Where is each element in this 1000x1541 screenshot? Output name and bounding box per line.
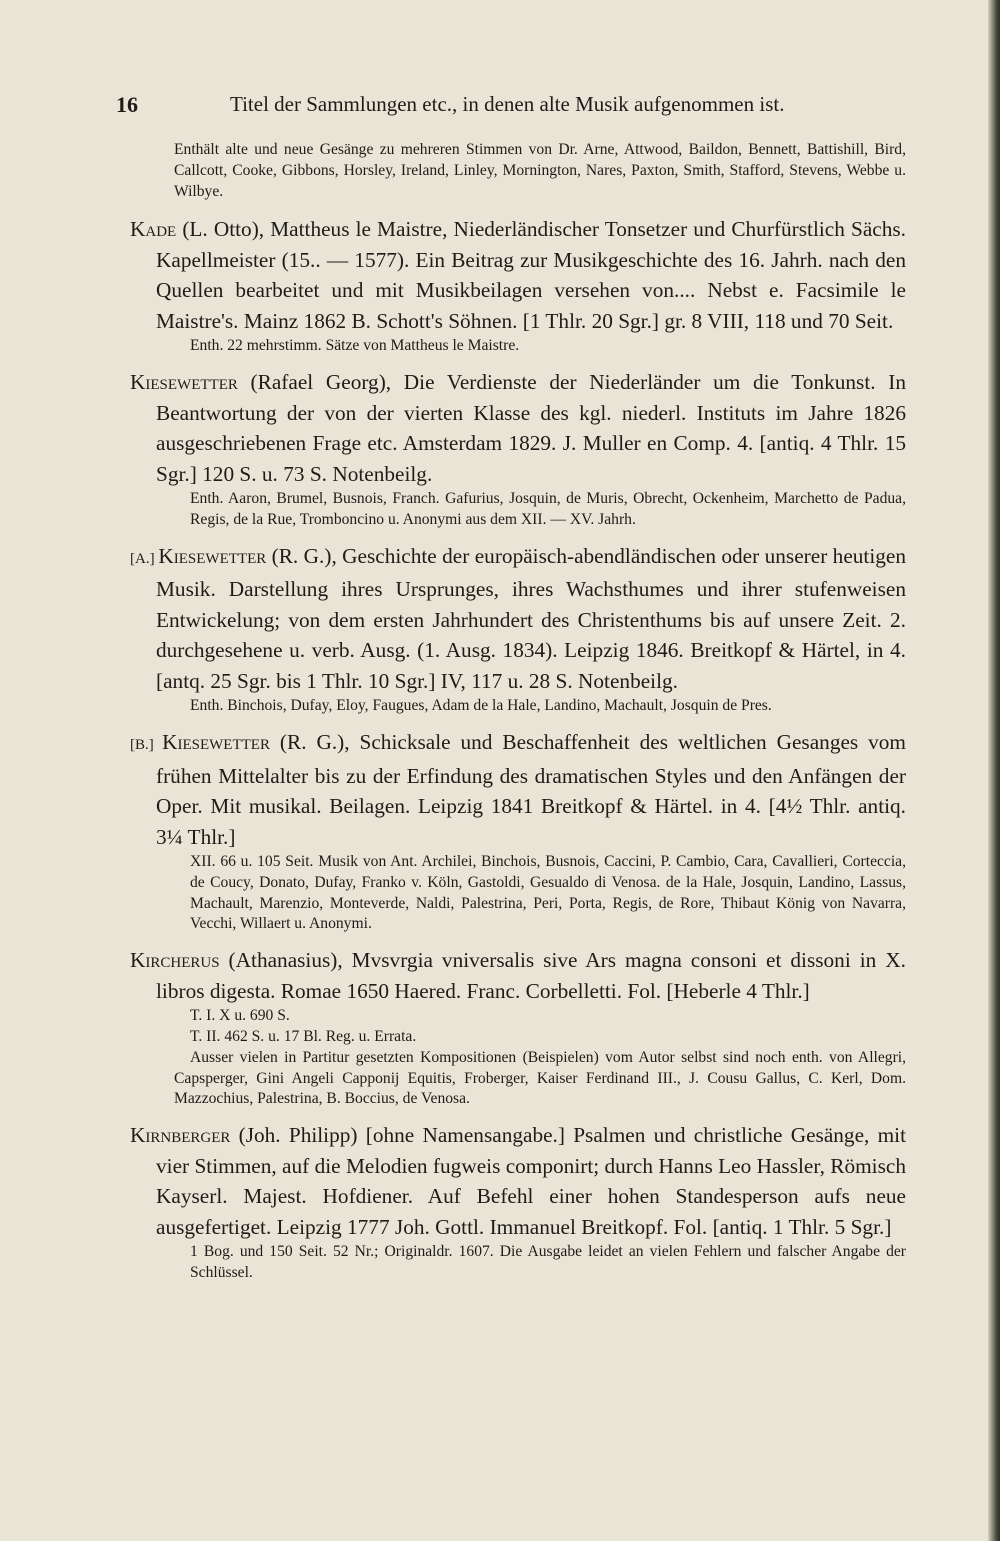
entry-kirnberger: Kirnberger (Joh. Philipp) [ohne Namensangabe.] Psalmen und christliche Gesänge, mit vier Stimmen, auf die Melodien fugweis componirt; durch Hanns Leo Hassler, Römisch Kayserl. Majest. Hofdiener. Auf Befehl einer hohen Standesperson aufs neue ausgefertiget. Leipzig 1777 Joh. Gottl. Immanuel Breitkopf. Fol. [antiq. 1 Thlr. 5 Sgr.] xyxy=(130,1123,906,1239)
note-kircherus-t2: T. II. 462 S. u. 17 Bl. Reg. u. Errata. xyxy=(190,1028,417,1046)
note-kiesewetter-verdienste: Enth. Aaron, Brumel, Busnois, Franch. Gafurius, Josquin, de Muris, Obrecht, Ockenheim, Marchetto de Padua, Regis, de la Rue, Tromboncino u. Anonymi aus dem XII. — XV. Jahrh. xyxy=(190,490,906,528)
author-name: Kiesewetter xyxy=(130,370,238,395)
page-number: 16 xyxy=(116,92,138,117)
entry-kiesewetter-geschichte: [A.] Kiesewetter (R. G.), Geschichte der europäisch-abendländischen oder unserer heutigen Musik. Darstellung ihres Ursprunges, ihres Wachsthumes und ihrer stufenweisen Entwickelung; von dem ersten Jahrhundert des Christenthums bis auf unsere Zeit. 2. durchgesehene u. verb. Ausg. (1. Ausg. 1834). Leipzig 1846. Breitkopf & Härtel, in 4. [antq. 25 Sgr. bis 1 Thlr. 10 Sgr.] IV, 117 u. 28 S. Notenbeilg. xyxy=(130,543,906,693)
author-name: Kade xyxy=(130,217,177,242)
entry-kiesewetter-schicksale: [B.] Kiesewetter (R. G.), Schicksale und Beschaffenheit des weltlichen Gesanges vom frühen Mittelalter bis zu der Erfindung des dramatischen Styles und den Anfängen der Oper. Mit musikal. Beilagen. Leipzig 1841 Breitkopf & Härtel. in 4. [4½ Thlr. antiq. 3¼ Thlr.] xyxy=(130,730,907,849)
entry-kade: Kade (L. Otto), Mattheus le Maistre, Niederländischer Tonsetzer und Churfürstlich Sächs. Kapellmeister (15.. — 1577). Ein Beitrag zur Musikgeschichte des 16. Jahrh. nach den Quellen bearbeitet und mit Musikbeilagen versehen von.... Nebst e. Facsimile le Maistre's. Mainz 1862 B. Schott's Söhnen. [1 Thlr. 20 Sgr.] gr. 8 VIII, 118 und 70 Seit. xyxy=(130,217,906,333)
note-kade: Enth. 22 mehrstimm. Sätze von Mattheus le Maistre. xyxy=(190,337,520,355)
entry-kiesewetter-verdienste: Kiesewetter (Rafael Georg), Die Verdienste der Niederländer um die Tonkunst. In Beantwortung der von der vierten Klasse des kgl. niederl. Instituts im Jahre 1826 ausgeschriebenen Frage etc. Amsterdam 1829. J. Muller en Comp. 4. [antiq. 4 Thlr. 15 Sgr.] 120 S. u. 73 S. Notenbeilg. xyxy=(130,370,906,486)
author-name: Kircherus xyxy=(130,948,220,973)
author-name: Kiesewetter xyxy=(158,543,267,568)
entry-kircherus: Kircherus (Athanasius), Mvsvrgia vniversalis sive Ars magna consoni et dissoni in X. libros digesta. Romae 1650 Haered. Franc. Corbelletti. Fol. [Heberle 4 Thlr.] xyxy=(130,948,906,1003)
note-kircherus-contents: Ausser vielen in Partitur gesetzten Kompositionen (Beispielen) vom Autor selbst sind noch enth. von Allegri, Capsperger, Gini Angeli Capponij Equitis, Froberger, Kaiser Ferdinand III., J. Cousu Gallus, C. Kerl, Dom. Mazzochius, Palestrina, B. Boccius, de Venosa. xyxy=(174,1048,906,1108)
note-kirnberger: 1 Bog. und 150 Seit. 52 Nr.; Originaldr. 1607. Die Ausgabe leidet an vielen Fehlern und falscher Angabe der Schlüssel. xyxy=(190,1243,906,1282)
page-header xyxy=(112,92,912,122)
author-name: Kiesewetter xyxy=(162,730,270,755)
note-arne-contents: Enthält alte und neue Gesänge zu mehreren Stimmen von Dr. Arne, Attwood, Baildon, Bennett, Battishill, Bird, Callcott, Cooke, Gibbons, Horsley, Ireland, Linley, Mornington, Nares, Paxton, Smith, Stafford, Stevens, Webbe u. Wilbye. xyxy=(174,141,906,200)
note-kiesewetter-schicksale: XII. 66 u. 105 Seit. Musik von Ant. Archilei, Binchois, Busnois, Caccini, P. Cambio, Cara, Cavallieri, Corteccia, de Coucy, Donato, Dufay, Franko v. Köln, Gastoldi, Gesualdo di Venosa. de la Hale, Josquin, Landino, Lassus, Machault, Marenzio, Monteverde, Naldi, Palestrina, Peri, Porta, Regis, de Rore, Thibaut König von Navarra, Vecchi, Willaert u. Anonymi. xyxy=(190,853,906,933)
note-kiesewetter-geschichte: Enth. Binchois, Dufay, Eloy, Faugues, Adam de la Hale, Landino, Machault, Josquin de Pres. xyxy=(190,697,772,715)
author-name: Kirnberger xyxy=(130,1123,231,1148)
text-column xyxy=(130,140,906,1284)
entry-marker: [B.] xyxy=(130,737,163,754)
running-title: Titel der Sammlungen etc., in denen alte Musik aufgenommen ist. xyxy=(230,92,785,116)
book-edge-shadow xyxy=(988,0,1000,1541)
note-kircherus-t1: T. I. X u. 690 S. xyxy=(190,1007,290,1025)
entry-marker: [A.] xyxy=(130,550,159,567)
